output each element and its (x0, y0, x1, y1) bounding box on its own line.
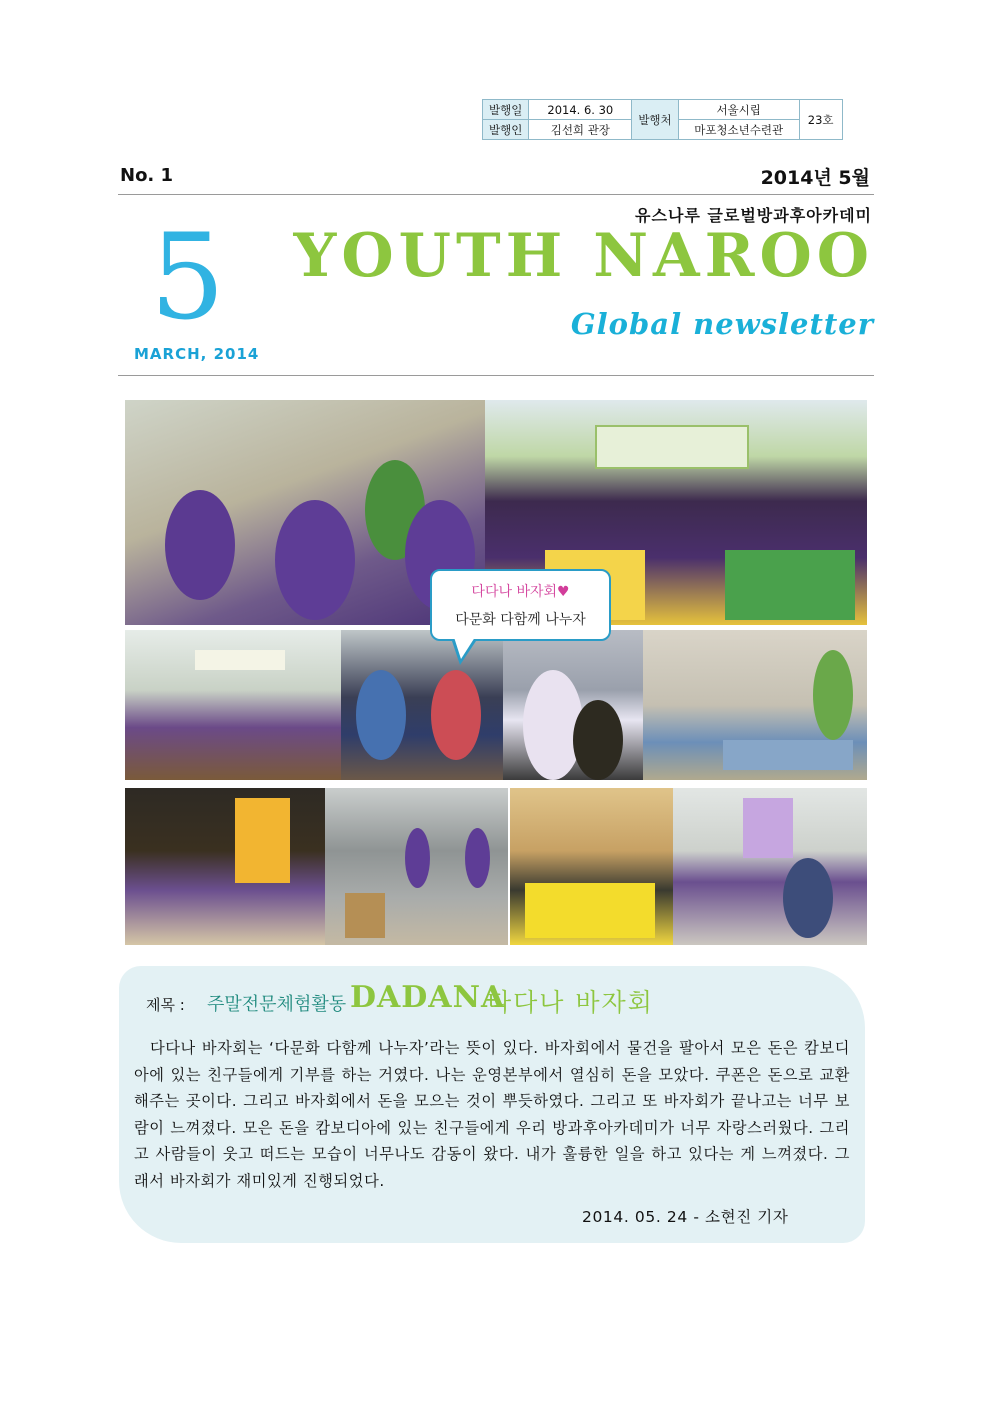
place-line1: 서울시립 (678, 100, 799, 120)
photo-kitchen-booth (125, 788, 325, 945)
academy-name: 유스나루 글로벌방과후아카데미 (635, 206, 872, 225)
masthead-bottom-rule (118, 375, 874, 376)
photo-global-cafe (510, 788, 673, 945)
photo-kimono-children (503, 630, 643, 780)
bubble-line-1: 다다나 바자회♥ (471, 584, 570, 600)
speech-bubble-tail-inner (453, 634, 477, 659)
publication-info-table (482, 99, 843, 140)
photo-book-sale (643, 630, 867, 780)
place-label: 발행처 (632, 100, 678, 140)
photo-operations-booth (673, 788, 867, 945)
masthead-top-rule (118, 194, 874, 195)
article-title-category: 주말전문체험활동 (207, 994, 347, 1015)
photo-bazaar-hall (125, 630, 341, 780)
speech-bubble (430, 569, 611, 641)
article-body: 다다나 바자회는 ‘다문화 다함께 나누자’라는 뜻이 있다. 바자회에서 물건을 팔아서 모은 돈은 캄보디아에 있는 친구들에게 기부를 하는 거였다. 나는 운영본부에서 열심히 돈을 모았다. 쿠폰은 돈으로 교환해주는 곳이다. 그리고 바자회에서 돈을 모으는 것이 뿌듯하였다. 그리고 또 바자회가 끝나고는 너무 보람이 느껴졌다. 모은 돈을 캄보디아에 있는 친구들에게 우리 방과후아카데미가 너무 자랑스러웠다. 그리고 사람들이 웃고 떠드는 모습이 너무나도 감동이 왔다. 내가 훌륭한 일을 하고 있다는 게 느껴졌다. 그래서 바자회가 재미있게 진행되었다. (134, 1039, 850, 1190)
room-value: 23호 (799, 100, 842, 140)
issue-date: 2014년 5월 (760, 167, 870, 189)
issue-date-label: 발행일 (483, 100, 529, 120)
newsletter-title: YOUTH NAROO (293, 221, 874, 291)
newsletter-subtitle: Global newsletter (570, 307, 874, 341)
article-title-label: 제목 : (146, 996, 185, 1014)
photo-game-station (325, 788, 508, 945)
article-title-korean: 다다나 바자회 (487, 988, 654, 1017)
issue-date-value: 2014. 6. 30 (529, 100, 632, 120)
issue-number: No. 1 (120, 165, 174, 186)
bubble-line-2: 다문화 다함께 나누자 (455, 612, 586, 628)
big-issue-number: 5 (150, 208, 226, 346)
place-line2: 마포청소년수련관 (678, 120, 799, 140)
article-title-english: DADANA (350, 980, 506, 1015)
publisher-label: 발행인 (483, 120, 529, 140)
month-line: MARCH, 2014 (134, 345, 260, 363)
article-byline: 2014. 05. 24 - 소현진 기자 (582, 1208, 789, 1226)
publisher-value: 김선희 관장 (529, 120, 632, 140)
